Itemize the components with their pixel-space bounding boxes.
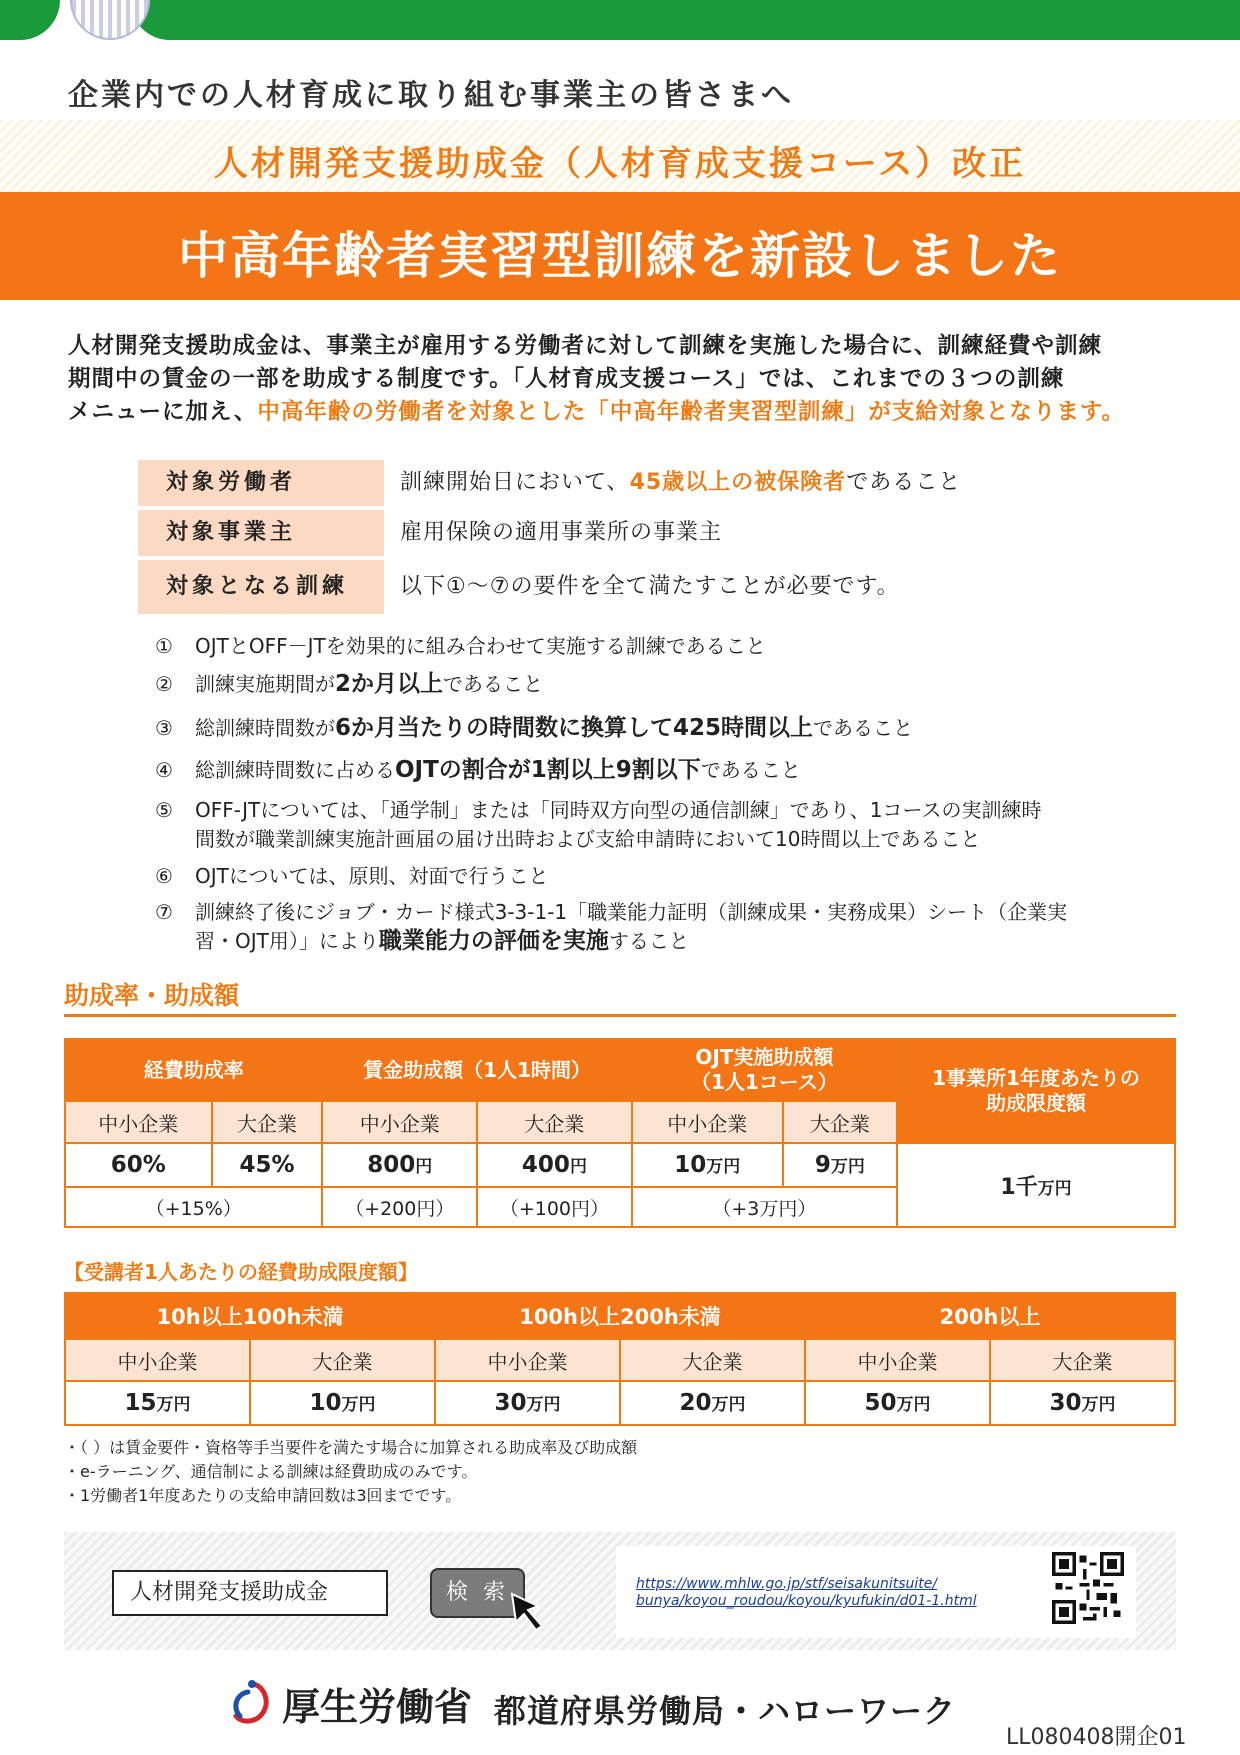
requirement-item <box>155 714 913 743</box>
requirement-bold: OJTの割合が1割以上9割以下 <box>395 757 701 783</box>
header-line: 助成限度額 <box>986 1091 1086 1115</box>
requirement-text: であること <box>700 758 801 782</box>
requirement-bold: 職業能力の評価を実施 <box>378 928 609 954</box>
sme-label: 中小企業 <box>65 1101 212 1143</box>
requirement-item <box>155 898 1067 956</box>
link-line[interactable]: bunya/koyou_roudou/koyou/kyufukin/d01-1.html <box>636 1593 977 1609</box>
requirement-bold: 2か月以上 <box>335 671 444 697</box>
amount: 20 <box>679 1390 712 1416</box>
link-line[interactable]: https://www.mhlw.go.jp/stf/seisakunitsuite/ <box>636 1576 938 1592</box>
requirement-number: ① <box>155 634 173 658</box>
target-employer-label: 対象事業主 <box>138 510 384 556</box>
intro-line: 人材開発支援助成金は、事業主が雇用する労働者に対して訓練を実施した場合に、訓練経費や訓練 <box>68 333 1103 359</box>
requirement-item <box>155 756 801 785</box>
limit-value <box>65 1381 250 1425</box>
requirement-text: OFF-JTについては、「通学制」または「同時双方向型の通信訓練」であり、1コースの実訓練時 <box>195 798 1042 822</box>
limit-value <box>250 1381 435 1425</box>
unit: 万円 <box>156 1395 191 1415</box>
amount: 30 <box>494 1390 527 1416</box>
requirement-item <box>155 670 543 699</box>
expense-rate-sme: 60% <box>65 1143 212 1187</box>
intro-highlight: 中高年齢の労働者を対象とした「中高年齢者実習型訓練」が支給対象となります。 <box>257 399 1126 425</box>
unit: 万円 <box>526 1395 561 1415</box>
ministry-name: 厚生労働省 <box>282 1685 473 1729</box>
ministry-logo-icon <box>228 1678 272 1726</box>
requirement-text: すること <box>608 929 689 953</box>
unit: 万円 <box>1037 1178 1072 1199</box>
target-worker-value <box>400 460 961 506</box>
expense-rate-header: 経費助成率 <box>65 1039 322 1101</box>
requirement-text: であること <box>443 672 544 696</box>
large-label: 大企業 <box>620 1339 805 1381</box>
ojt-amount-header <box>632 1039 897 1101</box>
green-band <box>130 0 1240 40</box>
requirement-number: ⑦ <box>155 900 173 924</box>
unit: 万円 <box>711 1395 746 1415</box>
ojt-plus: （+3万円） <box>632 1187 897 1227</box>
large-label: 大企業 <box>250 1339 435 1381</box>
wage-amount-large <box>477 1143 632 1187</box>
cap-header <box>897 1039 1175 1143</box>
requirement-number: ② <box>155 672 173 696</box>
value-highlight: 45歳以上の被保険者 <box>629 470 847 495</box>
sme-label: 中小企業 <box>322 1101 477 1143</box>
requirement-number: ④ <box>155 758 173 782</box>
top-decoration <box>0 0 1240 40</box>
requirement-text: OJTについては、原則、対面で行うこと <box>195 864 549 888</box>
amount: 10 <box>309 1390 342 1416</box>
limit-section-title: 【受講者1人あたりの経費助成限度額】 <box>64 1260 418 1284</box>
website-link[interactable] <box>636 1576 977 1610</box>
rate-section-title: 助成率・助成額 <box>64 981 240 1010</box>
requirement-text: であること <box>813 716 914 740</box>
note-item: ・1労働者1年度あたりの支給申請回数は3回までです。 <box>64 1486 462 1505</box>
hours-range-header: 10h以上100h未満 <box>65 1293 435 1339</box>
header-line: （1人1コース） <box>690 1070 838 1094</box>
document-code: LL080408開企01 <box>1006 1725 1187 1750</box>
unit: 万円 <box>896 1395 931 1415</box>
unit: 万円 <box>341 1395 376 1415</box>
expense-rate-large: 45% <box>212 1143 323 1187</box>
requirement-item <box>155 632 766 661</box>
cursor-arrow-icon <box>508 1590 552 1634</box>
section-divider <box>64 1014 1176 1017</box>
requirement-text: 訓練終了後にジョブ・カード様式3-3-1-1「職業能力証明（訓練成果・実務成果）シート（企業実 <box>195 900 1068 924</box>
header-line: 1事業所1年度あたりの <box>932 1066 1140 1090</box>
intro-line: 期間中の賃金の一部を助成する制度です。「人材育成支援コース」では、これまでの３つの訓練 <box>68 366 1065 392</box>
amount: 50 <box>864 1390 897 1416</box>
notes <box>64 1436 637 1508</box>
amount: 1千 <box>1000 1174 1038 1200</box>
requirement-text: 総訓練時間数に占める <box>195 758 395 782</box>
search-input[interactable]: 人材開発支援助成金 <box>112 1570 388 1616</box>
unit: 万円 <box>1081 1395 1116 1415</box>
large-label: 大企業 <box>212 1101 323 1143</box>
cap-amount <box>897 1143 1175 1227</box>
globe-decoration-icon <box>70 0 150 40</box>
amount: 400 <box>521 1152 570 1178</box>
limit-value <box>620 1381 805 1425</box>
large-label: 大企業 <box>477 1101 632 1143</box>
header-line: OJT実施助成額 <box>695 1045 834 1069</box>
requirement-text: 習・OJT用）」により <box>195 929 379 953</box>
target-worker-label: 対象労働者 <box>138 460 384 506</box>
amount: 10 <box>674 1152 707 1178</box>
agency-name: 都道府県労働局・ハローワーク <box>494 1692 957 1730</box>
amount: 9 <box>814 1152 831 1178</box>
limit-table <box>64 1292 1176 1426</box>
audience-heading: 企業内での人材育成に取り組む事業主の皆さまへ <box>68 78 794 113</box>
target-training-value: 以下①～⑦の要件を全て満たすことが必要です。 <box>400 574 900 599</box>
requirement-text: OJTとOFF－JTを効果的に組み合わせて実施する訓練であること <box>195 634 766 658</box>
note-item: ・e-ラーニング、通信制による訓練は経費助成のみです。 <box>64 1462 478 1481</box>
requirement-text: 訓練実施期間が <box>195 672 335 696</box>
value-text: 訓練開始日において、 <box>400 470 630 495</box>
ojt-amount-sme <box>632 1143 783 1187</box>
unit: 円 <box>569 1157 587 1177</box>
requirement-bold: 6か月当たりの時間数に換算して425時間以上 <box>335 715 814 741</box>
requirement-text: 間数が職業訓練実施計画届の届け出時および支給申請時において10時間以上であること <box>195 827 981 851</box>
ojt-amount-large <box>783 1143 897 1187</box>
requirement-item <box>155 796 1042 854</box>
page-title: 中高年齢者実習型訓練を新設しました <box>178 227 1062 285</box>
rate-table <box>64 1038 1176 1228</box>
intro-paragraph <box>68 330 1178 429</box>
note-item: ・（ ）は賃金要件・資格等手当要件を満たす場合に加算される助成率及び助成額 <box>64 1438 638 1457</box>
wage-plus-sme: （+200円） <box>322 1187 477 1227</box>
target-training-label: 対象となる訓練 <box>138 560 384 614</box>
qr-code-icon <box>1052 1552 1124 1624</box>
sme-label: 中小企業 <box>805 1339 990 1381</box>
unit: 円 <box>415 1157 433 1177</box>
sme-label: 中小企業 <box>65 1339 250 1381</box>
amount: 15 <box>124 1390 157 1416</box>
expense-rate-plus: （+15%） <box>65 1187 322 1227</box>
requirement-continuation <box>155 927 1067 956</box>
subtitle: 人材開発支援助成金（人材育成支援コース）改正 <box>213 144 1027 184</box>
hours-range-header: 100h以上200h未満 <box>435 1293 805 1339</box>
search-button[interactable]: 検 索 <box>430 1568 525 1618</box>
target-employer-value: 雇用保険の適用事業所の事業主 <box>400 520 723 545</box>
unit: 万円 <box>830 1157 865 1177</box>
amount: 30 <box>1049 1390 1082 1416</box>
limit-value <box>805 1381 990 1425</box>
requirement-item <box>155 862 548 891</box>
hours-range-header: 200h以上 <box>805 1293 1175 1339</box>
intro-text: メニューに加え、 <box>68 399 258 425</box>
limit-value <box>990 1381 1175 1425</box>
unit: 万円 <box>706 1157 741 1177</box>
large-label: 大企業 <box>783 1101 897 1143</box>
wage-amount-sme <box>322 1143 477 1187</box>
sme-label: 中小企業 <box>435 1339 620 1381</box>
green-band-left <box>0 0 60 40</box>
wage-plus-large: （+100円） <box>477 1187 632 1227</box>
amount: 800 <box>367 1152 416 1178</box>
requirement-number: ③ <box>155 716 173 740</box>
wage-amount-header: 賃金助成額（1人1時間） <box>322 1039 631 1101</box>
large-label: 大企業 <box>990 1339 1175 1381</box>
requirement-number: ⑥ <box>155 864 173 888</box>
sme-label: 中小企業 <box>632 1101 783 1143</box>
intro-line <box>68 396 1178 429</box>
requirement-number: ⑤ <box>155 798 173 822</box>
requirement-text: 総訓練時間数が <box>195 716 335 740</box>
value-text: であること <box>846 470 962 495</box>
limit-value <box>435 1381 620 1425</box>
